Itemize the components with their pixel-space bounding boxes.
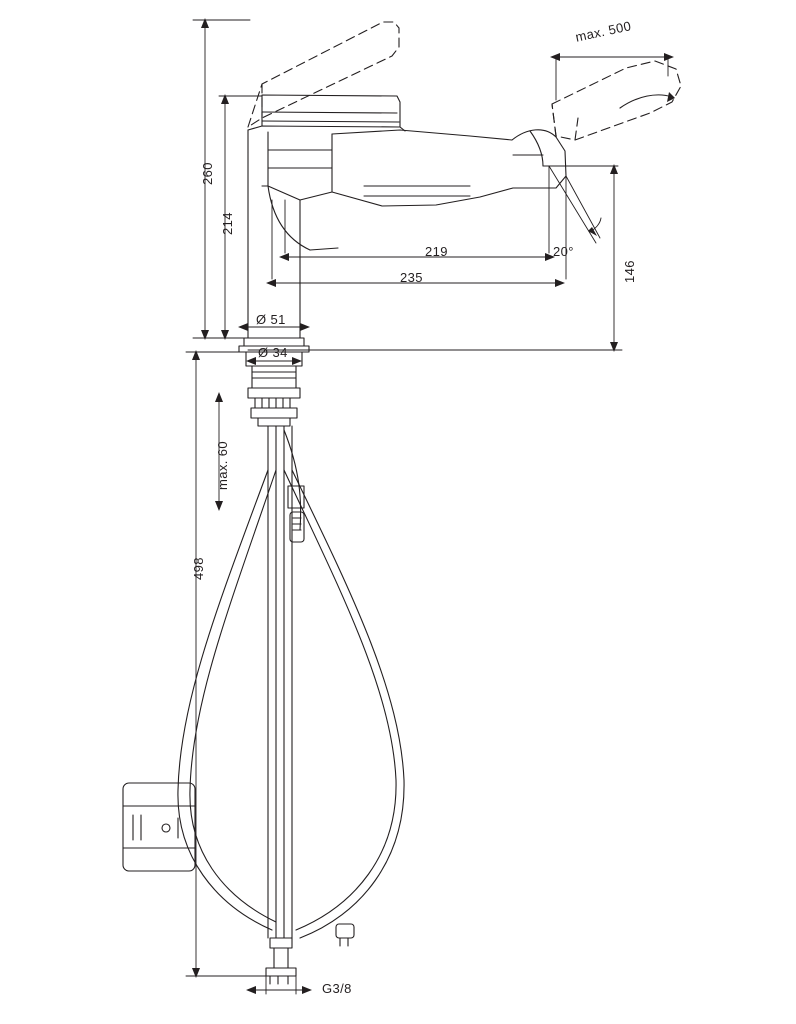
dimension-label-reach-outer: 235: [400, 270, 423, 285]
dimension-label-pullout-height: 146: [622, 260, 637, 283]
dimension-label-shank-diameter: Ø 34: [258, 345, 288, 360]
lever-raised-outline: [248, 22, 399, 127]
rotation-arc: [620, 95, 672, 108]
dimension-label-body-diameter: Ø 51: [256, 312, 286, 327]
dimension-label-hose-length: 498: [191, 557, 206, 580]
dimension-label-connection-thread: G3/8: [322, 981, 352, 996]
dimension-label-pullout-reach: max. 500: [574, 18, 633, 45]
dimension-label-reach-inner: 219: [425, 244, 448, 259]
dimension-label-spray-angle: 20°: [553, 244, 574, 259]
dimension-label-height-spout: 214: [220, 212, 235, 235]
faucet-body-outline: [248, 95, 566, 338]
dimension-lines: [186, 18, 674, 994]
dimension-label-height-total: 260: [200, 162, 215, 185]
dimension-label-worktop-thickness: max. 60: [215, 440, 230, 490]
spray-extended-outline: [552, 61, 681, 140]
supply-hoses: [123, 426, 404, 984]
